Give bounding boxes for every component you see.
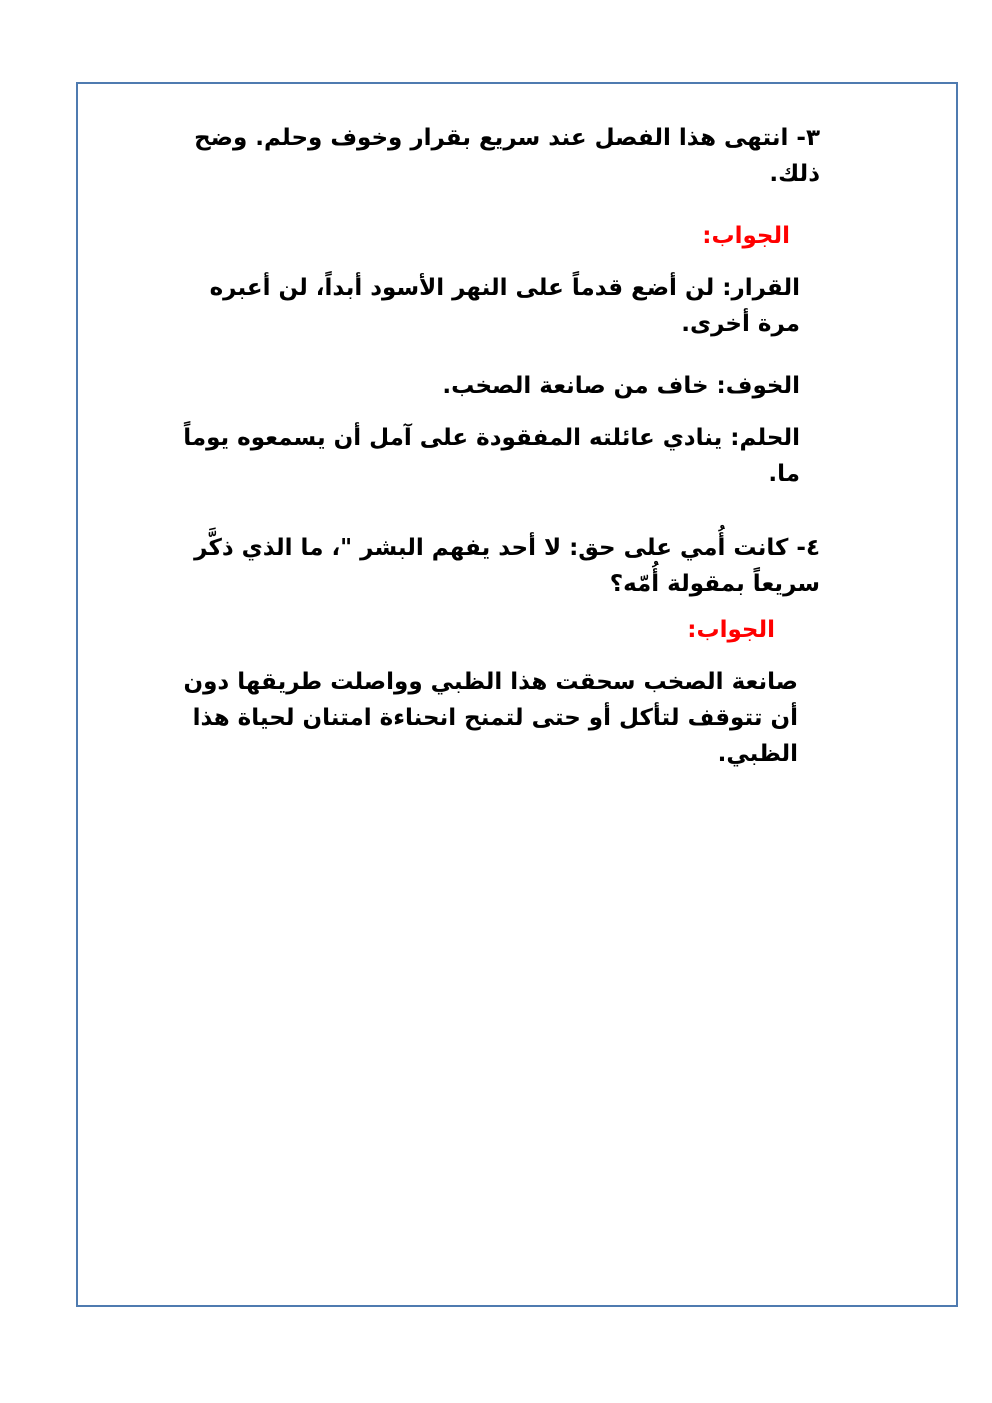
question-4-answer: صانعة الصخب سحقت هذا الظبي وواصلت طريقها دون أن تتوقف لتأكل أو حتى لتمنح انحناءة امتنان لحياة هذا الظبي. — [183, 669, 798, 767]
question-4-text: ٤- كانت أُمي على حق: لا أحد يفهم البشر "، ما الذي ذكَّر سريعاً بمقولة أُمّه؟ — [194, 535, 820, 597]
question-3-dream: الحلم: ينادي عائلته المفقودة على آمل أن يسمعوه يوماً ما. — [183, 425, 800, 487]
question-3-text: ٣- انتهى هذا الفصل عند سريع بقرار وخوف وحلم. وضح ذلك. — [194, 125, 820, 187]
question-3-answer-label: الجواب: — [702, 223, 790, 249]
question-4-answer-label: الجواب: — [687, 617, 775, 643]
question-3-fear: الخوف: خاف من صانعة الصخب. — [442, 373, 800, 399]
question-3-decision: القرار: لن أضع قدماً على النهر الأسود أبداً، لن أعبره مرة أخرى. — [209, 275, 800, 337]
